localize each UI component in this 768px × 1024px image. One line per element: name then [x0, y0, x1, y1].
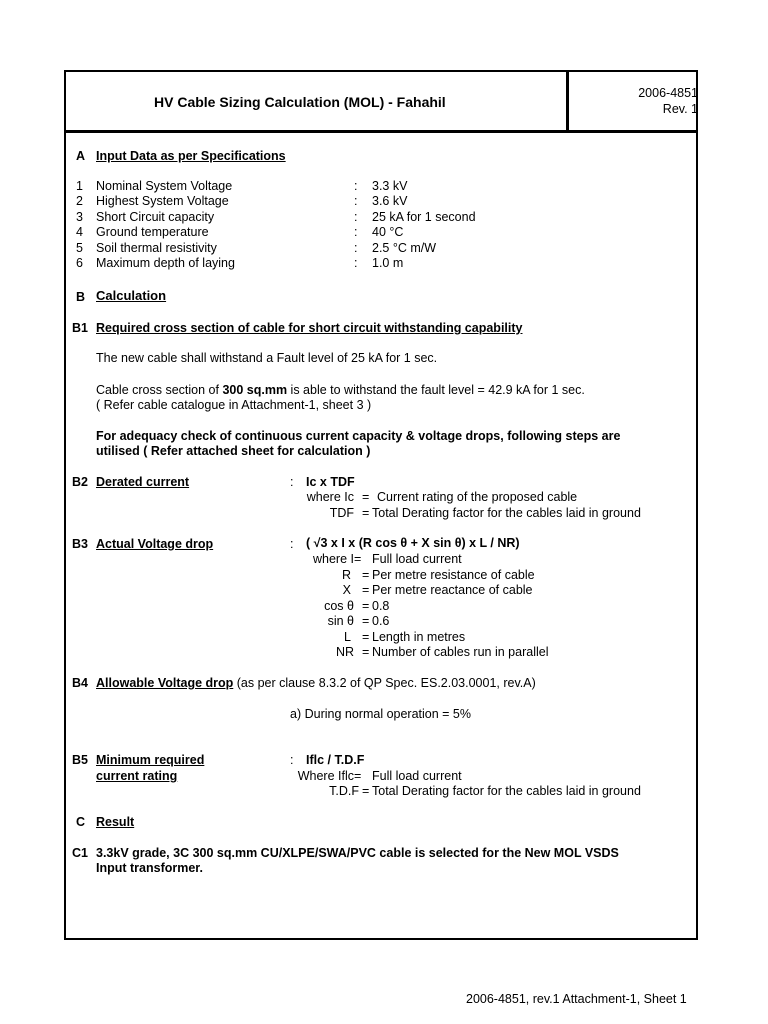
section-b-heading: Calculation: [96, 288, 167, 303]
b3-def-description: Per metre reactance of cable: [372, 583, 533, 597]
b5-def-description: Full load current: [372, 769, 462, 783]
input-item-number: 1: [76, 179, 83, 193]
colon: :: [290, 753, 294, 767]
input-item-value: 40 °C: [372, 225, 404, 239]
input-item-number: 6: [76, 256, 83, 270]
colon: :: [354, 241, 358, 255]
b5-def-description: Total Derating factor for the cables laid in ground: [372, 784, 641, 798]
input-item-label: Highest System Voltage: [96, 194, 229, 208]
colon: :: [354, 225, 358, 239]
input-item-label: Ground temperature: [96, 225, 209, 239]
b3-id: B3: [72, 537, 88, 551]
c1-id: C1: [72, 846, 88, 860]
equals: =: [354, 769, 362, 783]
b2-def-symbol: where Ic: [306, 490, 354, 504]
b5-heading-line-1: Minimum required: [96, 753, 205, 767]
b5-formula: Iflc / T.D.F: [306, 753, 365, 767]
b5-def-symbol: Where Iflc: [297, 769, 354, 783]
section-b-letter: B: [76, 290, 86, 304]
input-item-number: 5: [76, 241, 83, 255]
b5-def-symbol: T.D.F: [329, 784, 359, 798]
header-vertical-divider: [566, 70, 569, 132]
input-item-number: 2: [76, 194, 83, 208]
b3-def-description: 0.6: [372, 614, 390, 628]
b1-cross-section-post: is able to withstand the fault level = 42.9 kA for 1 sec.: [287, 383, 585, 397]
section-a-letter: A: [76, 149, 86, 163]
input-item-value: 3.3 kV: [372, 179, 408, 193]
b3-def-description: 0.8: [372, 599, 390, 613]
b2-def-description: Current rating of the proposed cable: [377, 490, 578, 504]
b1-note-line-2: utilised ( Refer attached sheet for calculation ): [96, 444, 371, 458]
input-item-number: 3: [76, 210, 83, 224]
document-title: HV Cable Sizing Calculation (MOL) - Fahahil: [154, 94, 446, 110]
input-item-value: 3.6 kV: [372, 194, 408, 208]
b3-def-symbol: L: [344, 630, 351, 644]
b1-fault-level-text: The new cable shall withstand a Fault level of 25 kA for 1 sec.: [96, 351, 438, 365]
colon: :: [354, 256, 358, 270]
b3-def-description: Length in metres: [372, 630, 466, 644]
document-number: 2006-4851: [638, 86, 698, 100]
input-item-value: 25 kA for 1 second: [372, 210, 476, 224]
b3-def-symbol: R: [341, 568, 351, 582]
colon: :: [354, 210, 358, 224]
section-c-heading: Result: [96, 815, 135, 829]
equals: =: [362, 583, 370, 597]
b3-formula: ( √3 x I x (R cos θ + X sin θ) x L / NR): [306, 536, 520, 550]
equals: =: [362, 506, 370, 520]
revision-label: Rev. 1: [662, 102, 698, 116]
colon: :: [290, 475, 294, 489]
b1-cross-section-size: 300 sq.mm: [222, 383, 288, 397]
document-reference: [638, 85, 698, 117]
b1-id: B1: [72, 321, 88, 335]
b4-clause-reference: (as per clause 8.3.2 of QP Spec. ES.2.03.0001, rev.A): [233, 676, 536, 690]
input-item-value: 2.5 °C m/W: [372, 241, 437, 255]
equals: =: [354, 552, 362, 566]
b3-def-symbol: X: [342, 583, 351, 597]
equals: =: [362, 568, 370, 582]
b3-def-description: Per metre resistance of cable: [372, 568, 535, 582]
b1-heading: Required cross section of cable for short circuit withstanding capability: [96, 321, 523, 335]
equals: =: [362, 599, 370, 613]
b4-heading-line: [96, 676, 536, 690]
section-a-heading: Input Data as per Specifications: [96, 149, 286, 163]
b5-heading-line-2: current rating: [96, 769, 178, 783]
colon: :: [354, 179, 358, 193]
input-item-label: Short Circuit capacity: [96, 210, 215, 224]
section-c-letter: C: [76, 815, 86, 829]
b1-cross-section-pre: Cable cross section of: [96, 383, 223, 397]
equals: =: [362, 614, 370, 628]
b4-heading: Allowable Voltage drop: [96, 676, 234, 690]
c1-result-line-2: Input transformer.: [96, 861, 203, 875]
b2-def-description: Total Derating factor for the cables laid in ground: [372, 506, 641, 520]
b1-cross-section-text: [96, 383, 585, 397]
colon: :: [354, 194, 358, 208]
b2-id: B2: [72, 475, 88, 489]
b4-id: B4: [72, 676, 88, 690]
equals: =: [362, 784, 370, 798]
b5-id: B5: [72, 753, 88, 767]
b2-heading: Derated current: [96, 475, 190, 489]
equals: =: [362, 645, 370, 659]
b3-def-symbol: sin θ: [327, 614, 354, 628]
equals: =: [362, 490, 370, 504]
input-item-number: 4: [76, 225, 83, 239]
b3-def-description: Number of cables run in parallel: [372, 645, 549, 659]
b4-normal-operation-limit: a) During normal operation = 5%: [290, 707, 471, 721]
header-divider: [64, 130, 698, 133]
b1-reference-text: ( Refer cable catalogue in Attachment-1, sheet 3 ): [96, 398, 372, 412]
b3-def-symbol: NR: [335, 645, 354, 659]
input-item-value: 1.0 m: [372, 256, 404, 270]
equals: =: [362, 630, 370, 644]
b3-def-symbol: where I: [313, 552, 354, 566]
input-item-label: Soil thermal resistivity: [96, 241, 217, 255]
page-footer: 2006-4851, rev.1 Attachment-1, Sheet 1: [466, 992, 687, 1006]
input-item-label: Maximum depth of laying: [96, 256, 235, 270]
b2-def-symbol: TDF: [329, 506, 354, 520]
b1-note-line-1: For adequacy check of continuous current capacity & voltage drops, following steps are: [96, 429, 621, 443]
b2-formula: Ic x TDF: [306, 475, 355, 489]
b3-def-description: Full load current: [372, 552, 462, 566]
input-item-label: Nominal System Voltage: [96, 179, 233, 193]
b3-def-symbol: cos θ: [324, 599, 354, 613]
c1-result-line-1: 3.3kV grade, 3C 300 sq.mm CU/XLPE/SWA/PVC cable is selected for the New MOL VSDS: [96, 846, 619, 860]
b3-heading: Actual Voltage drop: [96, 537, 214, 551]
colon: :: [290, 537, 294, 551]
